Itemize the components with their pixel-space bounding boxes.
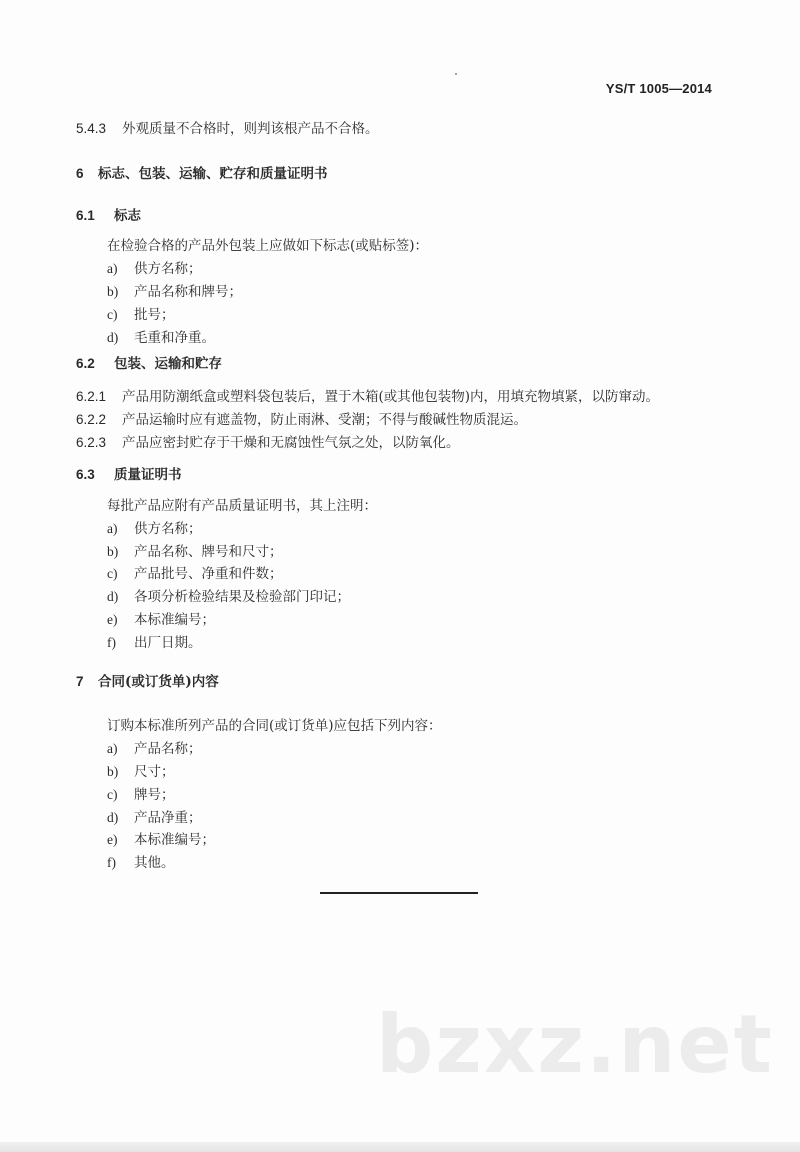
clause-6-2-1 xyxy=(76,388,659,406)
item-text: 产品批号、净重和件数； xyxy=(134,566,283,582)
item-label: d) xyxy=(107,810,119,825)
item-label: f) xyxy=(107,635,116,650)
item-label: b) xyxy=(107,284,119,299)
item-text: 本标准编号； xyxy=(134,612,215,628)
item-text: 牌号； xyxy=(134,787,175,803)
list-item xyxy=(107,786,175,804)
list-item xyxy=(107,611,215,629)
list-item xyxy=(107,543,283,561)
section-number: 6 xyxy=(76,166,84,181)
scan-speck xyxy=(455,73,457,75)
section-6-1-heading xyxy=(76,207,141,225)
list-item xyxy=(107,854,175,872)
item-label: c) xyxy=(107,787,118,802)
clause-5-4-3 xyxy=(76,120,379,138)
end-divider xyxy=(320,892,478,894)
list-item xyxy=(107,809,202,827)
section-title: 质量证明书 xyxy=(114,467,182,483)
list-item xyxy=(107,634,202,652)
item-text: 尺寸； xyxy=(134,764,175,780)
item-label: d) xyxy=(107,589,119,604)
clause-text: 外观质量不合格时，则判该根产品不合格。 xyxy=(122,121,379,137)
paragraph: 在检验合格的产品外包装上应做如下标志(或贴标签)： xyxy=(107,238,429,254)
item-text: 供方名称； xyxy=(134,521,202,537)
clause-number: 6.2.3 xyxy=(76,435,107,450)
item-label: a) xyxy=(107,521,118,536)
clause-text: 产品用防潮纸盒或塑料袋包装后，置于木箱(或其他包装物)内，用填充物填紧，以防窜动。 xyxy=(122,389,660,405)
clause-6-2-2 xyxy=(76,411,527,429)
paragraph: 订购本标准所列产品的合同(或订货单)应包括下列内容： xyxy=(107,718,442,734)
item-label: c) xyxy=(107,307,118,322)
section-title: 合同(或订货单)内容 xyxy=(98,674,219,690)
section-title: 标志、包装、运输、贮存和质量证明书 xyxy=(98,166,328,182)
section-6-heading xyxy=(76,165,328,183)
section-number: 6.3 xyxy=(76,467,95,482)
item-label: e) xyxy=(107,612,118,627)
list-item xyxy=(107,329,215,347)
item-label: e) xyxy=(107,832,118,847)
item-text: 产品名称和牌号； xyxy=(134,284,242,300)
page-bottom-edge xyxy=(0,1142,800,1152)
section-title: 标志 xyxy=(114,208,141,224)
list-item xyxy=(107,520,202,538)
list-item xyxy=(107,831,215,849)
list-item xyxy=(107,588,350,606)
item-label: b) xyxy=(107,544,119,559)
standard-number: YS/T 1005—2014 xyxy=(605,81,712,96)
clause-text: 产品运输时应有遮盖物，防止雨淋、受潮；不得与酸碱性物质混运。 xyxy=(122,412,527,428)
list-item xyxy=(107,740,202,758)
item-text: 其他。 xyxy=(134,855,175,871)
section-number: 7 xyxy=(76,674,84,689)
item-text: 毛重和净重。 xyxy=(134,330,215,346)
watermark: bzxz.net xyxy=(376,998,774,1091)
item-text: 批号； xyxy=(134,307,175,323)
clause-number: 5.4.3 xyxy=(76,121,107,136)
item-label: f) xyxy=(107,855,116,870)
item-label: a) xyxy=(107,741,118,756)
section-title: 包装、运输和贮存 xyxy=(114,356,222,372)
item-text: 产品名称、牌号和尺寸； xyxy=(134,544,283,560)
clause-number: 6.2.1 xyxy=(76,389,107,404)
section-6-3-heading xyxy=(76,466,182,484)
clause-6-2-3 xyxy=(76,434,460,452)
item-label: a) xyxy=(107,261,118,276)
clause-text: 产品应密封贮存于干燥和无腐蚀性气氛之处，以防氧化。 xyxy=(122,435,460,451)
list-item xyxy=(107,283,242,301)
clause-number: 6.2.2 xyxy=(76,412,107,427)
item-text: 产品名称； xyxy=(134,741,202,757)
list-item xyxy=(107,565,283,583)
section-6-2-heading xyxy=(76,355,222,373)
item-text: 出厂日期。 xyxy=(134,635,202,651)
list-item xyxy=(107,260,202,278)
list-item xyxy=(107,306,175,324)
section-7-heading xyxy=(76,673,219,691)
item-label: b) xyxy=(107,764,119,779)
item-text: 本标准编号； xyxy=(134,832,215,848)
item-text: 各项分析检验结果及检验部门印记； xyxy=(134,589,350,605)
item-label: d) xyxy=(107,330,119,345)
item-label: c) xyxy=(107,566,118,581)
item-text: 产品净重； xyxy=(134,810,202,826)
section-number: 6.1 xyxy=(76,208,95,223)
section-number: 6.2 xyxy=(76,356,95,371)
paragraph: 每批产品应附有产品质量证明书，其上注明： xyxy=(107,498,377,514)
item-text: 供方名称； xyxy=(134,261,202,277)
list-item xyxy=(107,763,175,781)
